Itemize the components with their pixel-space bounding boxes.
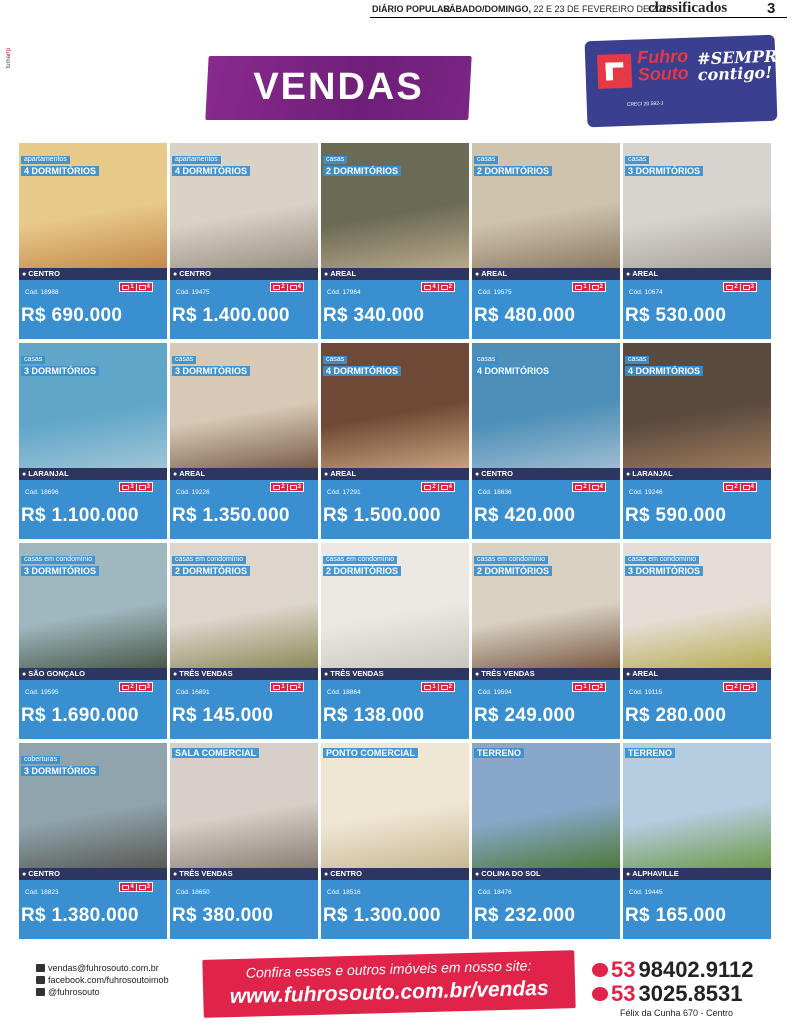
features-badge	[572, 282, 606, 292]
pin-icon: ●	[475, 671, 480, 678]
property-photo[interactable]	[623, 743, 771, 868]
features-badge	[421, 282, 455, 292]
property-price: R$ 1.500.000	[323, 505, 441, 526]
garage-count: 2	[130, 684, 134, 690]
logo-slogan: #SEMPRE contigo!	[696, 46, 790, 85]
property-tag	[323, 348, 401, 376]
features-badge	[119, 882, 153, 892]
property-title: 4 DORMITÓRIOS	[625, 366, 703, 376]
pin-icon: ●	[475, 471, 480, 478]
property-title: 3 DORMITÓRIOS	[21, 766, 99, 776]
property-code: Cód. 18988	[25, 289, 59, 296]
room-count: 3	[146, 684, 150, 690]
property-tag	[474, 748, 524, 758]
room-count: 4	[448, 484, 452, 490]
bed-icon	[441, 685, 448, 690]
listing-card[interactable]	[170, 543, 318, 739]
room-count: 4	[599, 484, 603, 490]
listing-card[interactable]	[472, 543, 620, 739]
car-icon	[726, 285, 733, 290]
room-count: 3	[146, 884, 150, 890]
property-price: R$ 590.000	[625, 505, 727, 526]
location-bar: ● ALPHAVILLE	[623, 868, 771, 880]
phone-contacts	[592, 958, 754, 1018]
property-code: Cód. 18636	[478, 489, 512, 496]
property-code: Cód. 17964	[327, 289, 361, 296]
bed-icon	[139, 285, 146, 290]
property-tag	[172, 748, 259, 758]
listing-card[interactable]	[170, 343, 318, 539]
header-rule	[370, 17, 787, 18]
instagram-icon	[36, 988, 45, 996]
property-code: Cód. 18476	[478, 889, 512, 896]
bed-icon	[743, 685, 750, 690]
listing-card[interactable]	[321, 743, 469, 939]
property-price: R$ 1.690.000	[21, 705, 139, 726]
property-title: 2 DORMITÓRIOS	[323, 566, 401, 576]
property-category: casas	[625, 156, 649, 164]
property-price: R$ 1.300.000	[323, 905, 441, 926]
listing-card[interactable]	[472, 143, 620, 339]
property-title: 2 DORMITÓRIOS	[323, 166, 401, 176]
room-count: 3	[750, 284, 754, 290]
property-photo[interactable]	[321, 743, 469, 868]
property-price: R$ 232.000	[474, 905, 576, 926]
bed-icon	[290, 485, 297, 490]
property-price: R$ 380.000	[172, 905, 274, 926]
location-bar: ● AREAL	[623, 668, 771, 680]
property-code: Cód. 19475	[176, 289, 210, 296]
listing-card[interactable]	[170, 143, 318, 339]
property-title: 4 DORMITÓRIOS	[474, 366, 552, 376]
pin-icon: ●	[173, 471, 178, 478]
features-badge	[421, 682, 455, 692]
room-count: 2	[448, 684, 452, 690]
room-count: 2	[599, 284, 603, 290]
pin-icon: ●	[475, 271, 480, 278]
phone-icon	[592, 987, 608, 1001]
facebook-row[interactable]: facebook.com/fuhrosoutoimob	[36, 974, 169, 986]
property-code: Cód. 19226	[176, 489, 210, 496]
property-code: Cód. 18864	[327, 689, 361, 696]
car-icon	[273, 685, 280, 690]
property-tag	[172, 548, 250, 576]
property-price: R$ 145.000	[172, 705, 274, 726]
property-tag	[323, 548, 401, 576]
property-title: 3 DORMITÓRIOS	[625, 166, 703, 176]
property-tag	[474, 548, 552, 576]
garage-count: 2	[281, 284, 285, 290]
property-tag	[21, 548, 99, 576]
bed-icon	[441, 485, 448, 490]
property-title: 3 DORMITÓRIOS	[21, 566, 99, 576]
listings-grid	[19, 143, 772, 939]
property-code: Cód. 19246	[629, 489, 663, 496]
property-price: R$ 1.380.000	[21, 905, 139, 926]
property-title: 4 DORMITÓRIOS	[323, 366, 401, 376]
car-icon	[424, 685, 431, 690]
property-category: casas em condomínio	[625, 556, 699, 564]
property-code: Cód. 19575	[478, 289, 512, 296]
location-bar: ● CENTRO	[472, 468, 620, 480]
listing-card[interactable]	[19, 143, 167, 339]
property-price: R$ 280.000	[625, 705, 727, 726]
property-title: 2 DORMITÓRIOS	[474, 566, 552, 576]
side-credit: fumarfp	[6, 48, 12, 69]
property-price: R$ 1.400.000	[172, 305, 290, 326]
property-tag	[625, 348, 703, 376]
property-title: 3 DORMITÓRIOS	[625, 566, 703, 576]
car-icon	[575, 285, 582, 290]
garage-count: 1	[432, 684, 436, 690]
room-count: 3	[297, 484, 301, 490]
car-icon	[122, 885, 129, 890]
property-category: casas em condomínio	[323, 556, 397, 564]
instagram-row[interactable]: @fuhrosouto	[36, 986, 169, 998]
listing-card[interactable]	[19, 343, 167, 539]
listing-card[interactable]	[623, 543, 771, 739]
property-category: casas	[21, 356, 45, 364]
pin-icon: ●	[22, 271, 27, 278]
listing-card[interactable]	[321, 143, 469, 339]
car-icon	[575, 685, 582, 690]
property-tag	[172, 148, 250, 176]
property-tag	[474, 148, 552, 176]
property-title: PONTO COMERCIAL	[323, 748, 418, 758]
listing-card[interactable]	[321, 343, 469, 539]
room-count: 4	[146, 284, 150, 290]
property-category: coberturas	[21, 756, 60, 764]
room-count: 4	[750, 484, 754, 490]
email-icon	[36, 964, 45, 972]
listing-card[interactable]	[19, 543, 167, 739]
garage-count: 2	[734, 284, 738, 290]
pin-icon: ●	[324, 471, 329, 478]
property-tag	[323, 748, 418, 758]
pin-icon: ●	[22, 871, 27, 878]
page-header	[0, 0, 805, 20]
location-bar: ● LARANJAL	[19, 468, 167, 480]
logo-creci: CRECI 20.592-J	[626, 100, 664, 108]
location-bar: ● AREAL	[321, 268, 469, 280]
location-bar: ● LARANJAL	[623, 468, 771, 480]
location-bar: ● TRÊS VENDAS	[170, 868, 318, 880]
room-count: 2	[297, 684, 301, 690]
page-number: 3	[767, 0, 776, 17]
features-badge	[119, 282, 153, 292]
whatsapp-icon	[592, 963, 608, 977]
listing-card[interactable]	[321, 543, 469, 739]
car-icon	[424, 485, 431, 490]
property-tag	[625, 148, 703, 176]
property-price: R$ 420.000	[474, 505, 576, 526]
publication-name: DIÁRIO POPULAR	[372, 4, 451, 14]
car-icon	[726, 685, 733, 690]
bed-icon	[139, 685, 146, 690]
bed-icon	[592, 485, 599, 490]
property-category: apartamentos	[172, 156, 221, 164]
banner-title: VENDAS	[253, 66, 424, 108]
pin-icon: ●	[626, 871, 631, 878]
bed-icon	[290, 285, 297, 290]
property-code: Cód. 18696	[25, 489, 59, 496]
features-badge	[270, 282, 304, 292]
property-code: Cód. 19445	[629, 889, 663, 896]
car-icon	[273, 285, 280, 290]
location-bar: ● COLINA DO SOL	[472, 868, 620, 880]
property-category: casas em condomínio	[474, 556, 548, 564]
facebook-icon	[36, 976, 45, 984]
garage-count: 2	[432, 484, 436, 490]
promo-url[interactable]: www.fuhrosouto.com.br/vendas	[229, 976, 549, 1009]
property-tag	[474, 348, 552, 376]
garage-count: 3	[130, 484, 134, 490]
property-code: Cód. 19594	[478, 689, 512, 696]
property-category: apartamentos	[21, 156, 70, 164]
property-price: R$ 249.000	[474, 705, 576, 726]
bed-icon	[592, 685, 599, 690]
garage-count: 1	[583, 684, 587, 690]
pin-icon: ●	[173, 271, 178, 278]
location-bar: ● TRÊS VENDAS	[472, 668, 620, 680]
property-category: casas em condomínio	[21, 556, 95, 564]
features-badge	[572, 682, 606, 692]
property-price: R$ 340.000	[323, 305, 425, 326]
property-price: R$ 480.000	[474, 305, 576, 326]
property-code: Cód. 19115	[629, 689, 663, 696]
property-tag	[625, 748, 675, 758]
bed-icon	[743, 485, 750, 490]
property-title: 3 DORMITÓRIOS	[172, 366, 250, 376]
room-count: 3	[146, 484, 150, 490]
bed-icon	[139, 485, 146, 490]
company-logo	[585, 35, 790, 128]
phone-row[interactable]: 53 3025.8531	[592, 982, 754, 1006]
property-price: R$ 530.000	[625, 305, 727, 326]
car-icon	[122, 685, 129, 690]
car-icon	[273, 485, 280, 490]
property-code: Cód. 19595	[25, 689, 59, 696]
listing-card[interactable]	[623, 143, 771, 339]
pin-icon: ●	[22, 471, 27, 478]
location-bar: ● CENTRO	[19, 268, 167, 280]
garage-count: 2	[281, 484, 285, 490]
logo-mark-icon	[597, 54, 632, 89]
features-badge	[421, 482, 455, 492]
property-category: casas	[323, 156, 347, 164]
listing-card[interactable]	[170, 743, 318, 939]
features-badge	[119, 482, 153, 492]
property-category: casas	[625, 356, 649, 364]
office-address: Félix da Cunha 670 - Centro	[620, 1008, 734, 1018]
property-category: casas em condomínio	[172, 556, 246, 564]
property-title: 3 DORMITÓRIOS	[21, 366, 99, 376]
property-price: R$ 690.000	[21, 305, 123, 326]
property-tag	[21, 148, 99, 176]
features-badge	[119, 682, 153, 692]
property-tag	[323, 148, 401, 176]
bed-icon	[441, 285, 448, 290]
pin-icon: ●	[173, 671, 178, 678]
property-code: Cód. 16891	[176, 689, 210, 696]
location-bar: ● AREAL	[472, 268, 620, 280]
garage-count: 1	[130, 284, 134, 290]
email-row[interactable]: vendas@fuhrosouto.com.br	[36, 962, 169, 974]
property-price: R$ 138.000	[323, 705, 425, 726]
garage-count: 1	[583, 284, 587, 290]
logo-brand: Fuhro Souto	[636, 45, 690, 85]
property-category: casas	[323, 356, 347, 364]
garage-count: 4	[130, 884, 134, 890]
room-count: 4	[297, 284, 301, 290]
pin-icon: ●	[324, 271, 329, 278]
bed-icon	[139, 885, 146, 890]
property-title: SALA COMERCIAL	[172, 748, 259, 758]
pin-icon: ●	[626, 271, 631, 278]
property-category: casas	[172, 356, 196, 364]
website-promo[interactable]	[202, 950, 575, 1018]
location-bar: ● CENTRO	[170, 268, 318, 280]
section-title: classificados	[648, 0, 728, 16]
features-badge	[723, 282, 757, 292]
location-bar: ● AREAL	[170, 468, 318, 480]
pin-icon: ●	[475, 871, 480, 878]
garage-count: 2	[734, 484, 738, 490]
whatsapp-row[interactable]: 53 98402.9112	[592, 958, 754, 982]
garage-count: 1	[281, 684, 285, 690]
pin-icon: ●	[324, 871, 329, 878]
features-badge	[572, 482, 606, 492]
garage-count: 4	[432, 284, 436, 290]
bed-icon	[290, 685, 297, 690]
garage-count: 2	[734, 684, 738, 690]
listing-card[interactable]	[472, 343, 620, 539]
property-code: Cód. 10674	[629, 289, 663, 296]
listing-card[interactable]	[623, 343, 771, 539]
location-bar: ● AREAL	[623, 268, 771, 280]
car-icon	[122, 485, 129, 490]
room-count: 2	[599, 684, 603, 690]
property-tag	[172, 348, 250, 376]
property-title: 2 DORMITÓRIOS	[474, 166, 552, 176]
property-code: Cód. 18650	[176, 889, 210, 896]
property-category: casas	[474, 356, 498, 364]
property-category: casas	[474, 156, 498, 164]
features-badge	[270, 482, 304, 492]
property-photo[interactable]	[472, 743, 620, 868]
property-title: 4 DORMITÓRIOS	[172, 166, 250, 176]
property-price: R$ 1.100.000	[21, 505, 139, 526]
bed-icon	[592, 285, 599, 290]
property-price: R$ 1.350.000	[172, 505, 290, 526]
property-photo[interactable]	[170, 743, 318, 868]
property-code: Cód. 18823	[25, 889, 59, 896]
contact-info	[36, 962, 169, 998]
pin-icon: ●	[173, 871, 178, 878]
property-code: Cód. 18516	[327, 889, 361, 896]
room-count: 2	[448, 284, 452, 290]
features-badge	[270, 682, 304, 692]
car-icon	[424, 285, 431, 290]
property-tag	[21, 748, 99, 776]
location-bar: ● TRÊS VENDAS	[170, 668, 318, 680]
garage-count: 2	[583, 484, 587, 490]
listing-card[interactable]	[19, 743, 167, 939]
bed-icon	[743, 285, 750, 290]
property-title: TERRENO	[625, 748, 675, 758]
location-bar: ● CENTRO	[321, 868, 469, 880]
property-code: Cód. 17291	[327, 489, 361, 496]
location-bar: ● SÃO GONÇALO	[19, 668, 167, 680]
property-title: 2 DORMITÓRIOS	[172, 566, 250, 576]
property-title: 4 DORMITÓRIOS	[21, 166, 99, 176]
listing-card[interactable]	[472, 743, 620, 939]
location-bar: ● AREAL	[321, 468, 469, 480]
car-icon	[726, 485, 733, 490]
car-icon	[575, 485, 582, 490]
pin-icon: ●	[626, 671, 631, 678]
edition-date: SÁBADO/DOMINGO, 22 E 23 DE FEVEREIRO DE 2020	[443, 4, 672, 14]
pin-icon: ●	[22, 671, 27, 678]
property-tag	[625, 548, 703, 576]
location-bar: ● CENTRO	[19, 868, 167, 880]
room-count: 3	[750, 684, 754, 690]
location-bar: ● TRÊS VENDAS	[321, 668, 469, 680]
car-icon	[122, 285, 129, 290]
features-badge	[723, 682, 757, 692]
pin-icon: ●	[626, 471, 631, 478]
features-badge	[723, 482, 757, 492]
promo-text: Confira esses e outros imóveis em nosso site:	[245, 957, 532, 981]
property-title: TERRENO	[474, 748, 524, 758]
property-price: R$ 165.000	[625, 905, 727, 926]
listing-card[interactable]	[623, 743, 771, 939]
property-tag	[21, 348, 99, 376]
pin-icon: ●	[324, 671, 329, 678]
